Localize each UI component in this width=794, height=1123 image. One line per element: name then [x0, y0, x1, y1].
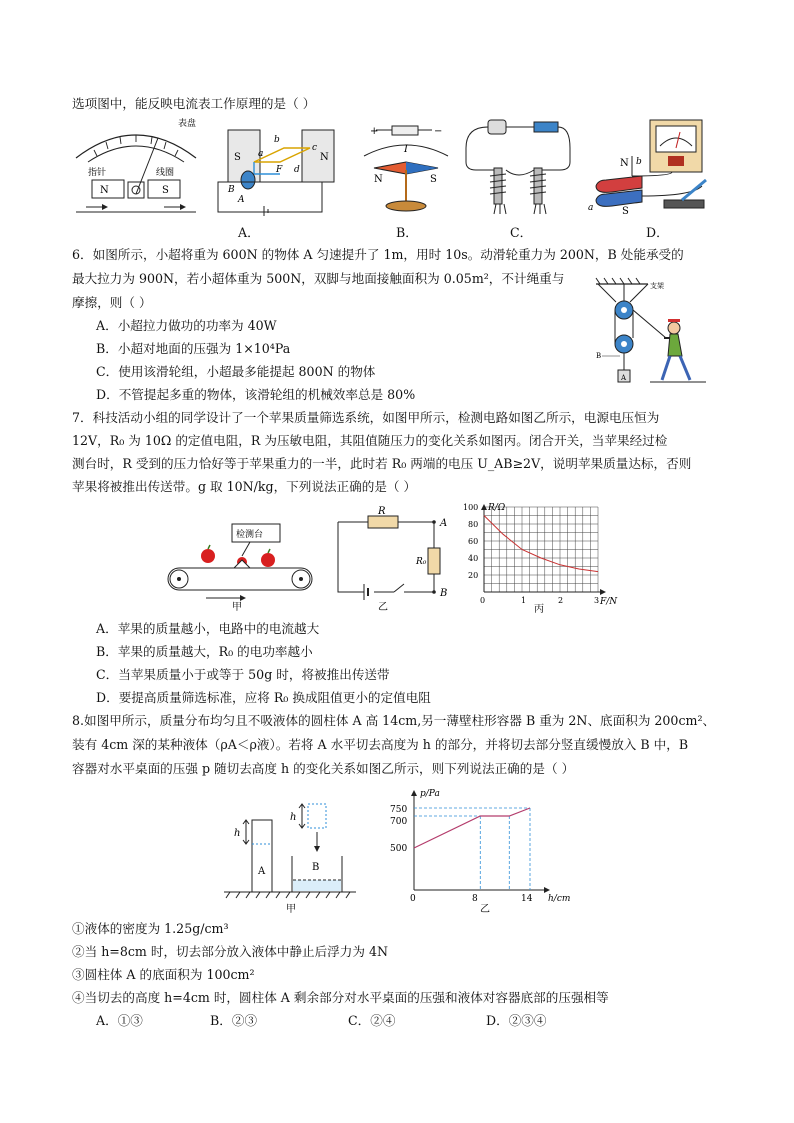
- q5b-c: c: [312, 143, 318, 153]
- q8-h-label-a: h: [234, 828, 241, 839]
- q6-bracket-label: 支架: [650, 282, 664, 290]
- q8-option-d: D．②③④: [486, 1013, 547, 1028]
- q6-line-3: 摩擦，则（ ）: [72, 295, 152, 310]
- q5b-big-a: A: [238, 195, 245, 205]
- q5-option-c: C．: [510, 225, 533, 240]
- q5b-big-b: B: [228, 185, 235, 195]
- chart-p-x-tick-8: 8: [472, 894, 478, 904]
- q7-r-label: R: [378, 506, 386, 517]
- q7-bing-label: 丙: [534, 604, 544, 615]
- q7-resistance-chart: [460, 500, 630, 616]
- q5-figure-a: [66, 116, 206, 222]
- q5a-dial-label: 表盘: [178, 119, 197, 129]
- q8-pressure-chart: [380, 780, 580, 914]
- q7-line-2: 12V，R₀ 为 10Ω 的定值电阻，R 为压敏电阻，其阻值随压力的变化关系如图丙。闭合开关，当苹果经过检: [72, 433, 668, 448]
- chart-r-x-label: F/N: [600, 597, 618, 607]
- q8-line-2: 装有 4cm 深的某种液体（ρA＜ρ液）。若将 A 水平切去高度为 h 的部分，并将切去部分竖直缓慢放入 B 中，B: [72, 737, 689, 752]
- q8-line-3: 容器对水平桌面的压强 p 随切去高度 h 的变化关系如图乙所示，则下列说法正确的是（ ）: [72, 761, 575, 776]
- q7-circuit-figure: [334, 504, 454, 614]
- q5-stem: 选项图中，能反映电流表工作原理的是（ ）: [72, 96, 316, 111]
- q8-statement-1: ①液体的密度为 1.25g/cm³: [72, 921, 229, 936]
- chart-r-x-tick-1: 1: [521, 596, 527, 605]
- q5a-n: N: [100, 185, 109, 196]
- q7-option-a: A．苹果的质量越小，电路中的电流越大: [96, 621, 320, 636]
- chart-p-y-tick-700: 700: [390, 817, 408, 827]
- chart-r-y-tick-80: 80: [468, 520, 479, 529]
- q5a-pointer-label: 指针: [88, 168, 107, 178]
- q5-option-d: D．: [646, 225, 669, 240]
- q5b-b: b: [274, 135, 280, 145]
- q7-b-label: B: [440, 588, 448, 599]
- q5c-s: S: [430, 174, 437, 185]
- q7-station-label: 检测台: [236, 530, 264, 540]
- q8-statement-2: ②当 h=8cm 时，切去部分放入液体中静止后浮力为 4N: [72, 944, 388, 959]
- q8-option-c: C．②④: [348, 1013, 396, 1028]
- q6-pulley-figure: [590, 276, 708, 392]
- q6-option-b: B．小超对地面的压强为 1×10⁴Pa: [96, 341, 291, 356]
- chart-r-y-tick-20: 20: [468, 571, 479, 580]
- q6-line-1: 6．如图所示，小超将重为 600N 的物体 A 匀速提升了 1m，用时 10s。动滑轮重力为 200N，B 处能承受的: [72, 247, 684, 262]
- q8-yi-label: 乙: [480, 904, 490, 914]
- q5e-n: N: [620, 158, 629, 169]
- q5b-n: N: [320, 152, 329, 163]
- chart-p-y-tick-750: 750: [390, 805, 408, 815]
- q8-jia-label: 甲: [286, 904, 296, 915]
- q5b-f: F: [276, 165, 283, 175]
- q5b-d: d: [294, 165, 300, 175]
- chart-r-y-label: R/Ω: [488, 503, 506, 513]
- chart-p-x-label: h/cm: [548, 894, 571, 904]
- q7-yi-label: 乙: [378, 602, 388, 613]
- q5c-n: N: [374, 174, 383, 185]
- chart-p-x-tick-0: 0: [410, 894, 416, 904]
- q8-container-figure: [222, 800, 360, 916]
- q8-option-b: B．②③: [210, 1013, 258, 1028]
- q7-option-d: D．要提高质量筛选标准，应将 R₀ 换成阻值更小的定值电阻: [96, 690, 431, 705]
- q8-h-label-b: h: [290, 812, 297, 823]
- q8-statement-4: ④当切去的高度 h=4cm 时，圆柱体 A 剩余部分对水平桌面的压强和液体对容器底部的压强相等: [72, 990, 609, 1005]
- q8-b-label: B: [312, 862, 320, 873]
- q7-conveyor-figure: [160, 522, 316, 612]
- q5a-coil-label: 线圈: [156, 168, 175, 178]
- q6-b-label: B: [596, 352, 602, 360]
- q8-option-a: A．①③: [96, 1013, 143, 1028]
- chart-r-x-tick-0: 0: [480, 596, 486, 605]
- q6-a-label: A: [621, 374, 627, 382]
- chart-r-y-tick-100: 100: [463, 503, 479, 512]
- q6-line-2: 最大拉力为 900N，若小超体重为 500N，双脚与地面接触面积为 0.05m²，不计绳重与: [72, 271, 565, 286]
- q5c-i: I: [404, 144, 408, 155]
- q5-figure-electromagnet: [460, 118, 576, 218]
- q7-a-label: A: [440, 518, 448, 529]
- q6-option-d: D．不管提起多重的物体，该滑轮组的机械效率总是 80%: [96, 387, 416, 402]
- chart-r-x-tick-2: 2: [558, 596, 564, 605]
- q5-figure-motor: [214, 122, 348, 218]
- q5-option-b: B．: [396, 225, 418, 240]
- chart-r-y-tick-60: 60: [468, 537, 479, 546]
- chart-r-y-tick-40: 40: [468, 554, 479, 563]
- q5b-s: S: [234, 152, 241, 163]
- q5c-minus: −: [434, 126, 443, 137]
- chart-p-series-line: [414, 808, 530, 848]
- q5-option-a: A．: [238, 225, 260, 240]
- q5-figure-oersted: [356, 120, 456, 216]
- q5e-b: b: [636, 157, 642, 167]
- q6-option-c: C．使用该滑轮组，小超最多能提起 800N 的物体: [96, 364, 376, 379]
- chart-p-x-tick-14: 14: [521, 894, 533, 904]
- q5-figure-generator: [582, 116, 722, 218]
- q7-option-c: C．当苹果质量小于或等于 50g 时，将被推出传送带: [96, 667, 390, 682]
- q7-r0-label: R₀: [416, 557, 427, 567]
- q8-a-label: A: [258, 866, 266, 877]
- q5c-plus: +: [370, 126, 379, 137]
- q5b-a: a: [258, 149, 264, 159]
- q5e-a: a: [588, 203, 594, 213]
- q7-line-3: 测台时，R 受到的压力恰好等于苹果重力的一半，此时若 R₀ 两端的电压 U_AB≥2V，说明苹果质量达标，否则: [72, 456, 692, 471]
- q5e-s: S: [622, 206, 629, 217]
- chart-r-x-tick-3: 3: [594, 596, 600, 605]
- q7-line-1: 7．科技活动小组的同学设计了一个苹果质量筛选系统，如图甲所示，检测电路如图乙所示，电源电压恒为: [72, 410, 660, 425]
- chart-p-y-tick-500: 500: [390, 844, 408, 854]
- q7-option-b: B．苹果的质量越大，R₀ 的电功率越小: [96, 644, 313, 659]
- q7-line-4: 苹果将被推出传送带。g 取 10N/kg，下列说法正确的是（ ）: [72, 479, 417, 494]
- q6-option-a: A．小超拉力做功的功率为 40W: [96, 318, 277, 333]
- q8-line-1: 8.如图甲所示，质量分布均匀且不吸液体的圆柱体 A 高 14cm,另一薄壁柱形容器 B 重为 2N、底面积为 200cm²、: [72, 713, 716, 728]
- q7-jia-label: 甲: [232, 602, 242, 612]
- q8-statement-3: ③圆柱体 A 的底面积为 100cm²: [72, 967, 255, 982]
- q5a-s: S: [162, 185, 169, 196]
- chart-p-y-label: p/Pa: [420, 789, 440, 799]
